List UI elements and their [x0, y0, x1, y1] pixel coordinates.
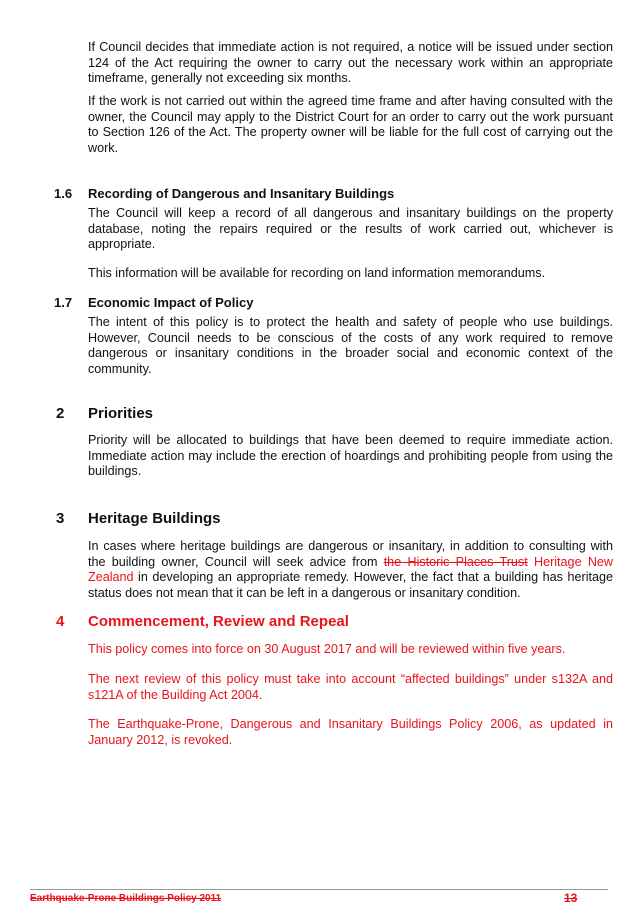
paragraph-section-126: If the work is not carried out within the agreed time frame and after having consulted with the owner, the Council may apply to the District Court for an order to carry out the work pursuant to Section 126 of the Act. The property owner will be liable for the full cost of carrying out the work. [88, 94, 613, 155]
section-2-paragraph: Priority will be allocated to buildings that have been deemed to require immediate action. Immediate action may include the erection of hoardings and prohibiting people from using the buildings. [88, 433, 613, 479]
section-3-title: Heritage Buildings [88, 510, 221, 527]
section-1-7-number: 1.7 [54, 295, 73, 310]
section-1-6-title: Recording of Dangerous and Insanitary Buildings [88, 186, 395, 201]
footer-divider [30, 889, 608, 890]
footer-title: Earthquake-Prone Buildings Policy 2011 [30, 893, 222, 904]
section-2-number: 2 [56, 405, 65, 422]
section-1-7-paragraph: The intent of this policy is to protect the health and safety of people who use buildings. However, Council needs to be conscious of the costs of any work required to remove dangerous or insanitary conditions in the broader social and economic context of the community. [88, 315, 613, 376]
inserted-text-heritage-new-zealand: Heritage New Zealand [88, 554, 614, 585]
section-4-paragraph-2: The next review of this policy must take into account “affected buildings” under s132A and s121A of the Building Act 2004. [88, 672, 613, 702]
footer-page-number: 13 [564, 891, 578, 905]
section-1-6-paragraph-1: The Council will keep a record of all dangerous and insanitary buildings on the property database, noting the repairs required or the results of work carried out, whichever is appropriate. [88, 206, 613, 252]
section-1-6-paragraph-2: This information will be available for recording on land information memorandums. [88, 266, 546, 280]
section-3-paragraph [88, 539, 613, 601]
section-4-number: 4 [56, 613, 65, 630]
section-1-6-number: 1.6 [54, 186, 73, 201]
deleted-text-historic-places-trust: the Historic Places Trust [383, 554, 528, 569]
section-3-number: 3 [56, 510, 65, 527]
section-4-paragraph-1: This policy comes into force on 30 August 2017 and will be reviewed within five years. [88, 642, 566, 656]
section-2-title: Priorities [88, 405, 154, 422]
section-4-title: Commencement, Review and Repeal [88, 613, 349, 630]
section-1-7-title: Economic Impact of Policy [88, 295, 254, 310]
section-3-text-end: in developing an appropriate remedy. However, the fact that a building has heritage status does not mean that it can be left in a dangerous or insanitary condition. [88, 570, 613, 600]
section-4-paragraph-3: The Earthquake-Prone, Dangerous and Insanitary Buildings Policy 2006, as updated in January 2012, is revoked. [88, 717, 613, 747]
paragraph-section-124: If Council decides that immediate action is not required, a notice will be issued under section 124 of the Act requiring the owner to carry out the necessary work within an appropriate timeframe, generally not exceeding six months. [88, 40, 613, 86]
section-3-text-start: In cases where heritage buildings are dangerous or insanitary, in addition to consulting with the building owner, Council will seek advice from [88, 539, 613, 569]
